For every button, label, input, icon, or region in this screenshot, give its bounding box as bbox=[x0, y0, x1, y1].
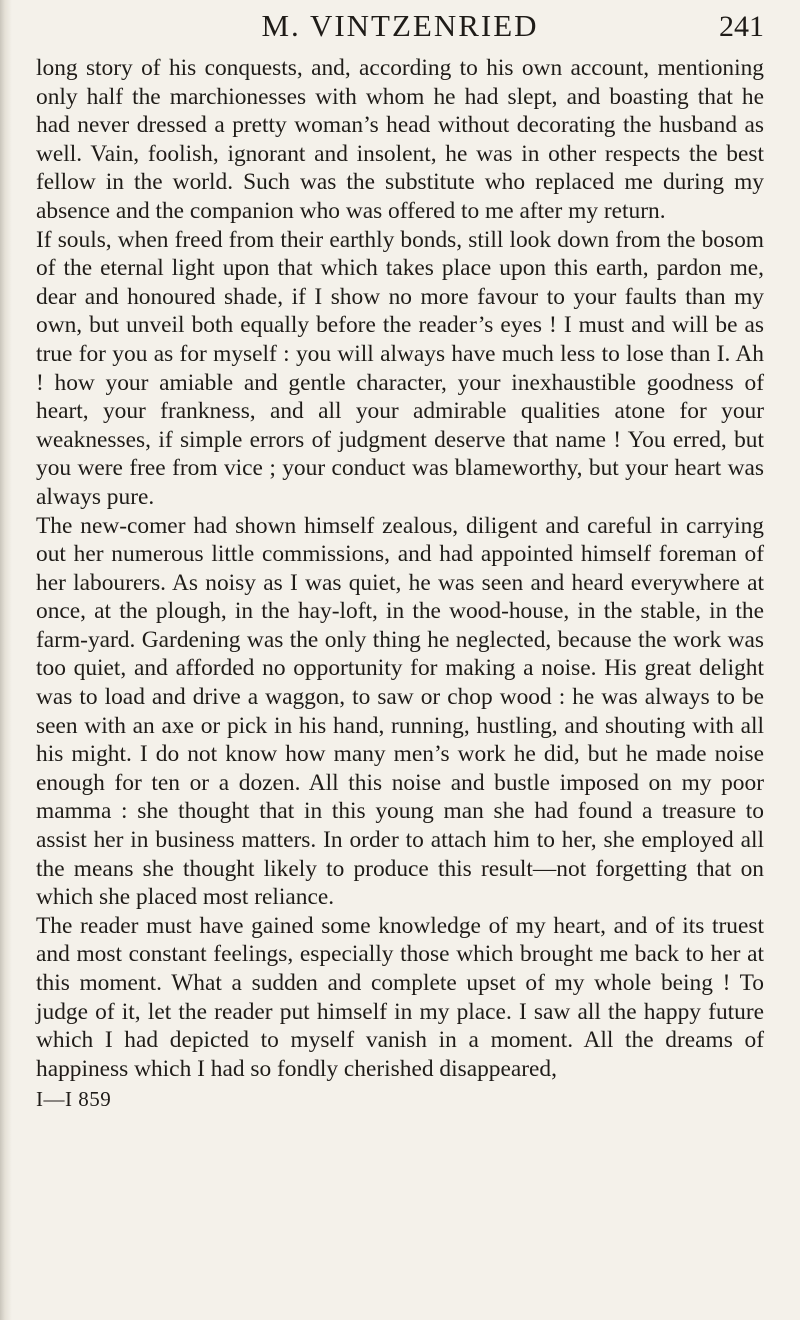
running-head bbox=[36, 0, 764, 52]
page-gutter-shadow bbox=[0, 0, 12, 1320]
body-text bbox=[36, 54, 764, 1083]
running-head-title: M. VINTZENRIED bbox=[261, 8, 539, 43]
paragraph: The new-comer had shown himself zealous, diligent and careful in carrying out her numerous little commissions, and had appointed himself foreman of her labourers. As noisy as I was quiet, he was seen and heard everywhere at once, at the plough, in the hay-loft, in the wood-house, in the stable, in the farm-yard. Gardening was the only thing he neglected, because the work was too quiet, and afforded no opportunity for making a noise. His great delight was to load and drive a waggon, to saw or chop wood : he was always to be seen with an axe or pick in his hand, running, hustling, and shouting with all his might. I do not know how many men’s work he did, but he made noise enough for ten or a dozen. All this noise and bustle imposed on my poor mamma : she thought that in this young man she had found a treasure to assist her in business matters. In order to attach him to her, she employed all the means she thought likely to produce this result—not forgetting that on which she placed most reliance. bbox=[36, 512, 764, 911]
page-number: 241 bbox=[719, 10, 764, 43]
printer-signature: I—I 859 bbox=[36, 1087, 112, 1112]
paragraph: The reader must have gained some knowledge of my heart, and of its truest and most constant feelings, especially those which brought me back to her at this moment. What a sudden and complete upset of my whole being ! To judge of it, let the reader put himself in my place. I saw all the happy future which I had depicted to myself vanish in a moment. All the dreams of happiness which I had so fondly cherished disappeared, bbox=[36, 912, 764, 1082]
book-page bbox=[36, 0, 764, 1112]
paragraph: If souls, when freed from their earthly bonds, still look down from the bosom of the eternal light upon that which takes place upon this earth, pardon me, dear and honoured shade, if I show no more favour to your faults than my own, but unveil both equally before the reader’s eyes ! I must and will be as true for you as for myself : you will always have much less to lose than I. Ah ! how your amiable and gentle character, your inexhaustible goodness of heart, your frankness, and all your admirable qualities atone for your weaknesses, if simple errors of judgment deserve that name ! You erred, but you were free from vice ; your conduct was blameworthy, but your heart was always pure. bbox=[36, 226, 764, 510]
paragraph: long story of his conquests, and, according to his own account, mentioning only half the marchionesses with whom he had slept, and boasting that he had never dressed a pretty woman’s head without decorating the husband as well. Vain, foolish, ignorant and insolent, he was in other respects the best fellow in the world. Such was the substitute who replaced me during my absence and the companion who was offered to me after my return. bbox=[36, 55, 764, 224]
